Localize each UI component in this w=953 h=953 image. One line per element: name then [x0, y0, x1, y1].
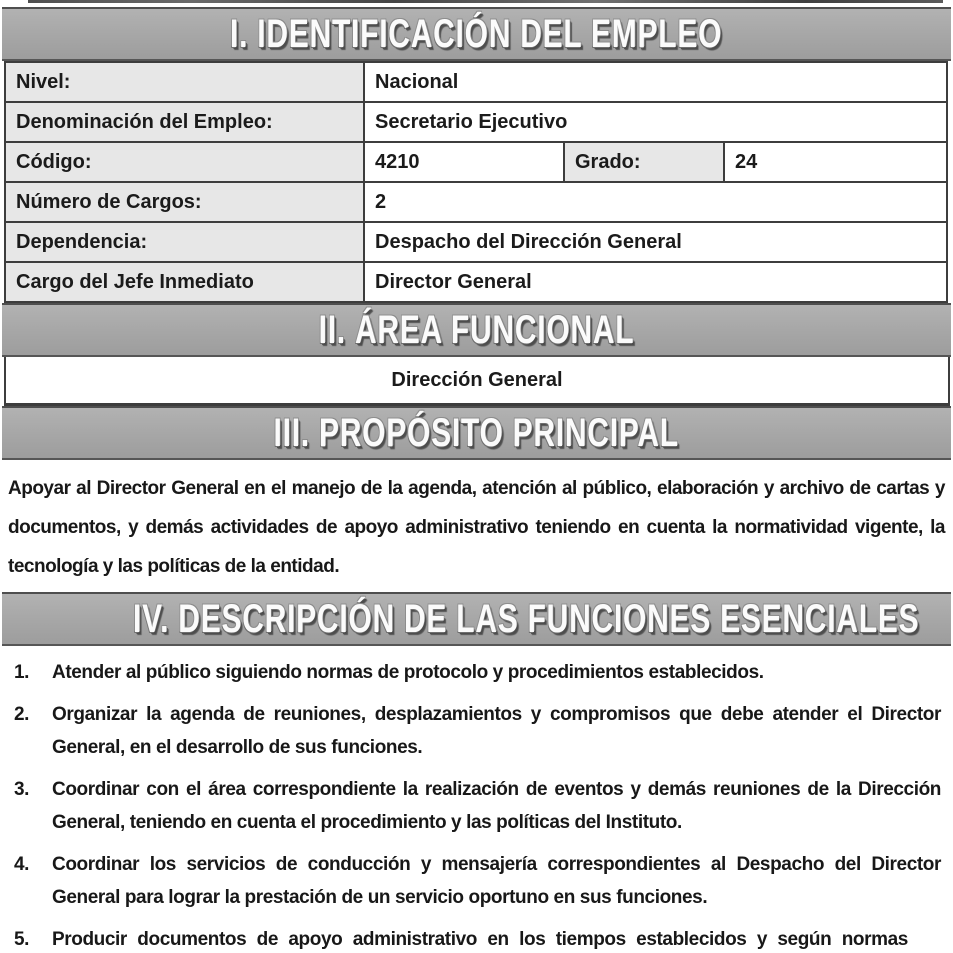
section-title: IV. DESCRIPCIÓN DE LAS FUNCIONES ESENCIALES [133, 597, 920, 641]
list-item-text: Coordinar los servicios de conducción y mensajería correspondientes al Despacho del Director General para lograr la prestación de un servicio oportuno en sus funciones. [52, 854, 941, 908]
row-label: Cargo del Jefe Inmediato [5, 262, 364, 302]
area-funcional-row [4, 357, 950, 406]
list-item-text: Atender al público siguiendo normas de protocolo y procedimientos establecidos. [52, 662, 764, 683]
list-item [0, 923, 953, 953]
row-label: Número de Cargos: [5, 182, 364, 222]
row-label-grado: Grado: [564, 142, 724, 182]
list-item-text: Organizar la agenda de reuniones, desplazamientos y compromisos que debe atender el Director General, en el desarrollo de sus funciones. [52, 704, 941, 758]
list-item-number: 2. [14, 704, 30, 725]
row-label: Nivel: [5, 62, 364, 102]
section-title: I. IDENTIFICACIÓN DEL EMPLEO [230, 12, 723, 56]
table-row-cargo-jefe-inmediato [5, 262, 947, 302]
list-item-number: 3. [14, 779, 30, 800]
list-item-number: 5. [14, 929, 30, 950]
table-row-nivel [5, 62, 947, 102]
list-item-text: Coordinar con el área correspondiente la realización de eventos y demás reuniones de la Dirección General, teniendo en cuenta el procedimiento y las políticas del Instituto. [52, 779, 941, 833]
section-title: II. ÁREA FUNCIONAL [318, 308, 635, 352]
row-value: Director General [364, 262, 947, 302]
row-value: Nacional [364, 62, 947, 102]
section-header-area-funcional [2, 303, 951, 357]
list-item-text: Producir documentos de apoyo administrativo en los tiempos establecidos y según normas [52, 929, 908, 950]
section-title: III. PROPÓSITO PRINCIPAL [273, 411, 680, 455]
list-item [0, 656, 953, 689]
list-item [0, 773, 953, 839]
row-label: Denominación del Empleo: [5, 102, 364, 142]
table-row-denominacion [5, 102, 947, 142]
row-label: Código: [5, 142, 364, 182]
funciones-esenciales-list [0, 646, 953, 953]
table-row-numero-de-cargos [5, 182, 947, 222]
list-item [0, 848, 953, 914]
row-value: Despacho del Dirección General [364, 222, 947, 262]
row-value: 4210 [364, 142, 564, 182]
section-header-identificacion-del-empleo [2, 7, 951, 61]
list-item-number: 1. [14, 662, 30, 683]
row-value: 2 [364, 182, 947, 222]
row-value-grado: 24 [724, 142, 947, 182]
list-item-number: 4. [14, 854, 30, 875]
list-item [0, 698, 953, 764]
section-header-funciones-esenciales [2, 592, 951, 646]
row-value: Secretario Ejecutivo [364, 102, 947, 142]
scan-artifact-line [28, 0, 943, 3]
row-label: Dependencia: [5, 222, 364, 262]
proposito-principal-text: Apoyar al Director General en el manejo de la agenda, atención al público, elaboración y archivo de cartas y documentos, y demás actividades de apoyo administrativo teniendo en cuenta la normatividad vigente, la tecnología y las políticas de la entidad. [8, 478, 945, 577]
table-row-dependencia [5, 222, 947, 262]
section-header-proposito-principal [2, 406, 951, 460]
table-row-codigo-grado [5, 142, 947, 182]
area-funcional-value: Dirección General [391, 368, 563, 391]
identification-table [4, 61, 948, 303]
